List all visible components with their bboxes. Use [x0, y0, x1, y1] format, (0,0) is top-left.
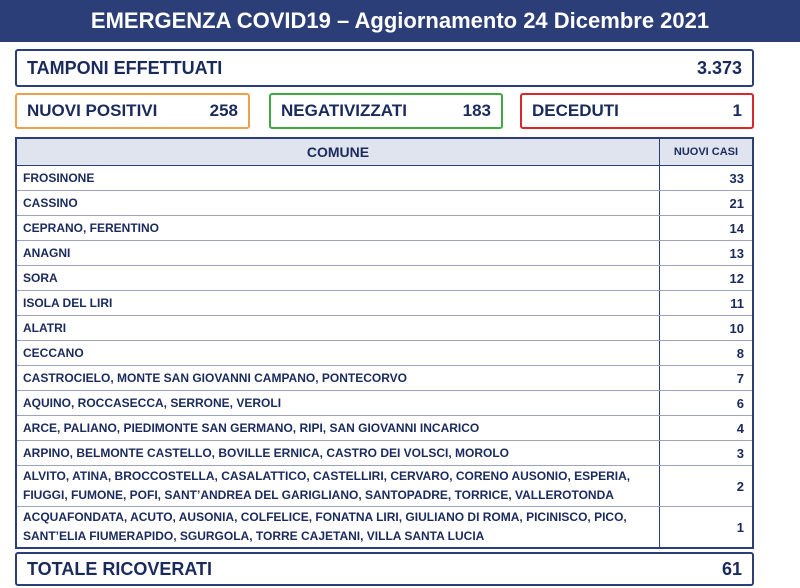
- tamponi-box: [15, 49, 754, 87]
- table-row: [17, 166, 752, 191]
- nuovi-positivi-value: 258: [209, 101, 238, 120]
- comune-cell: ALATRI: [17, 316, 660, 340]
- casi-cell: 7: [736, 370, 744, 386]
- totale-ricoverati-label: TOTALE RICOVERATI: [27, 558, 213, 579]
- casi-cell: 3: [736, 445, 744, 461]
- comune-cell: ARPINO, BELMONTE CASTELLO, BOVILLE ERNICA, CASTRO DEI VOLSCI, MOROLO: [17, 441, 660, 465]
- comune-cell: CASTROCIELO, MONTE SAN GIOVANNI CAMPANO, PONTECORVO: [17, 366, 660, 390]
- table-row: [17, 366, 752, 391]
- casi-cell: 6: [736, 395, 744, 411]
- table-row: [17, 507, 752, 547]
- table-row: [17, 441, 752, 466]
- casi-cell: 14: [729, 220, 744, 236]
- casi-cell: 1: [736, 519, 744, 535]
- casi-cell: 11: [730, 295, 744, 311]
- deceduti-box: [520, 93, 754, 129]
- table-row: [17, 291, 752, 316]
- comune-cell: AQUINO, ROCCASECCA, SERRONE, VEROLI: [17, 391, 660, 415]
- comune-cell: CEPRANO, FERENTINO: [17, 216, 660, 240]
- deceduti-value: 1: [732, 101, 742, 120]
- table-header: [17, 139, 752, 166]
- comune-cell: ANAGNI: [17, 241, 660, 265]
- comune-cell: CECCANO: [17, 341, 660, 365]
- comune-cell: ARCE, PALIANO, PIEDIMONTE SAN GERMANO, RIPI, SAN GIOVANNI INCARICO: [17, 416, 660, 440]
- column-header-nuovi-casi: NUOVI CASI: [673, 146, 739, 158]
- negativizzati-label: NEGATIVIZZATI: [281, 101, 407, 120]
- totale-ricoverati-value: 61: [721, 558, 742, 579]
- table-row: [17, 266, 752, 291]
- totale-ricoverati-box: [15, 552, 754, 586]
- table-row: [17, 391, 752, 416]
- table-row: [17, 416, 752, 441]
- negativizzati-value: 183: [462, 101, 491, 120]
- negativizzati-box: [269, 93, 503, 129]
- casi-cell: 12: [729, 270, 744, 286]
- deceduti-label: DECEDUTI: [532, 101, 619, 120]
- casi-cell: 13: [729, 245, 744, 261]
- comune-cell: ISOLA DEL LIRI: [17, 291, 660, 315]
- comune-cell: ALVITO, ATINA, BROCCOSTELLA, CASALATTICO, CASTELLIRI, CERVARO, CORENO AUSONIO, ESPERIA, FIUGGI, FUMONE, POFI, SANT’ANDREA DEL GARIGLIANO, SANTOPADRE, TORRICE, VALLEROTONDA: [17, 466, 660, 506]
- tamponi-label: TAMPONI EFFETTUATI: [27, 57, 223, 78]
- nuovi-positivi-box: [15, 93, 250, 129]
- table-row: [17, 191, 752, 216]
- table-row: [17, 466, 752, 507]
- table-row: [17, 216, 752, 241]
- tamponi-value: 3.373: [696, 57, 742, 78]
- nuovi-positivi-label: NUOVI POSITIVI: [27, 101, 158, 120]
- comune-cell: CASSINO: [17, 191, 660, 215]
- column-header-comune: COMUNE: [17, 139, 660, 165]
- casi-cell: 33: [729, 170, 744, 186]
- comuni-table: [15, 137, 754, 549]
- casi-cell: 8: [736, 345, 744, 361]
- casi-cell: 10: [729, 320, 744, 336]
- table-row: [17, 241, 752, 266]
- comune-cell: FROSINONE: [17, 166, 660, 190]
- casi-cell: 4: [736, 420, 744, 436]
- comune-cell: ACQUAFONDATA, ACUTO, AUSONIA, COLFELICE, FONATNA LIRI, GIULIANO DI ROMA, PICINISCO, PICO, SANT’ELIA FIUMERAPIDO, SGURGOLA, TORRE CAJETANI, VILLA SANTA LUCIA: [17, 507, 660, 547]
- casi-cell: 21: [729, 195, 744, 211]
- page-title: EMERGENZA COVID19 – Aggiornamento 24 Dicembre 2021: [0, 0, 800, 42]
- comune-cell: SORA: [17, 266, 660, 290]
- table-row: [17, 341, 752, 366]
- casi-cell: 2: [736, 478, 744, 494]
- table-row: [17, 316, 752, 341]
